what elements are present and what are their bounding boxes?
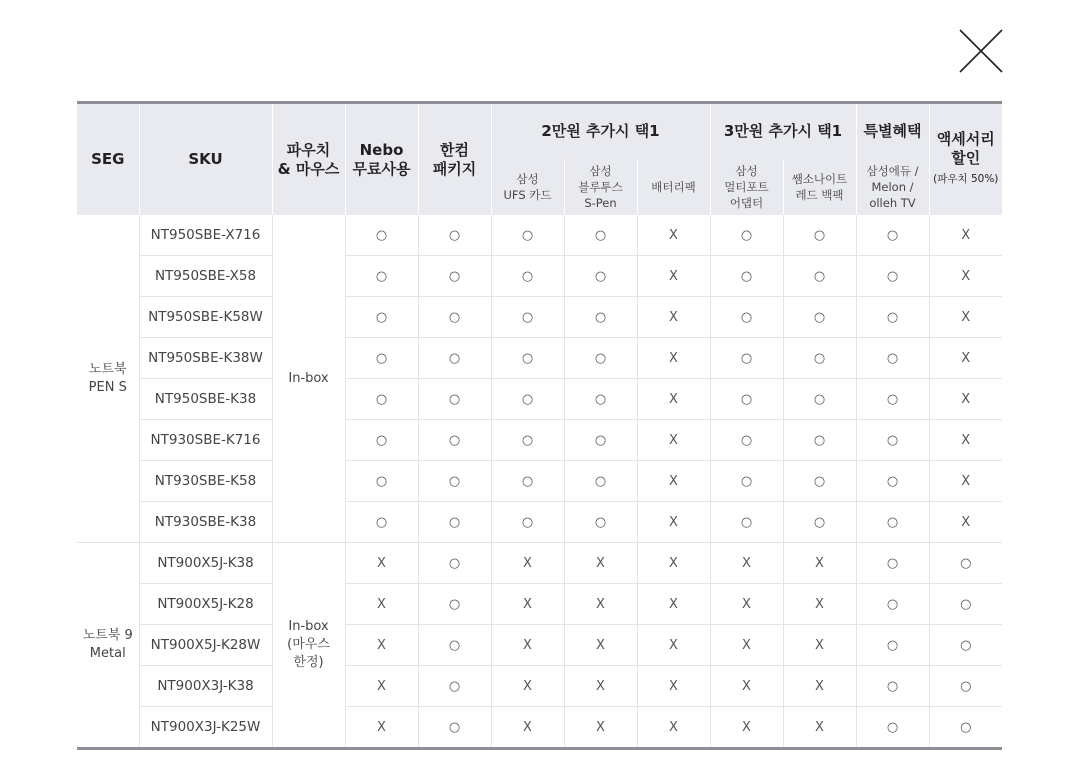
- header-multiport-line1: 삼성: [735, 164, 758, 178]
- benefit-mark-cell: X: [710, 707, 783, 749]
- benefit-mark-cell: ○: [418, 666, 491, 707]
- benefit-mark-cell: X: [929, 215, 1002, 256]
- benefit-mark-cell: ○: [564, 215, 637, 256]
- close-button[interactable]: [958, 28, 1004, 74]
- header-multiport-line2: 멀티포트: [724, 180, 769, 194]
- header-samsonite: [783, 159, 856, 215]
- header-samsonite-line2: 레드 백팩: [795, 188, 844, 202]
- benefit-mark-cell: ○: [783, 215, 856, 256]
- table-row: [77, 625, 1002, 666]
- benefit-mark-cell: ○: [418, 297, 491, 338]
- header-acc-line3: (파우치 50%): [933, 173, 999, 185]
- benefit-mark-cell: ○: [856, 666, 929, 707]
- benefit-mark-cell: ○: [345, 297, 418, 338]
- benefit-mark-cell: ○: [783, 379, 856, 420]
- benefit-mark-cell: ○: [345, 420, 418, 461]
- benefit-mark-cell: ○: [418, 215, 491, 256]
- benefit-mark-cell: ○: [418, 625, 491, 666]
- benefit-mark-cell: X: [637, 543, 710, 584]
- benefit-mark-cell: ○: [491, 338, 564, 379]
- segment-line1: 노트북 9: [82, 628, 133, 643]
- sku-cell: NT930SBE-K716: [139, 420, 272, 461]
- benefits-table: [77, 101, 1002, 750]
- benefit-mark-cell: ○: [564, 338, 637, 379]
- benefit-mark-cell: X: [345, 666, 418, 707]
- benefit-mark-cell: ○: [491, 420, 564, 461]
- benefit-mark-cell: X: [783, 625, 856, 666]
- header-edu-melon-olleh: [856, 159, 929, 215]
- benefit-mark-cell: X: [491, 625, 564, 666]
- benefit-mark-cell: ○: [564, 461, 637, 502]
- benefit-mark-cell: X: [637, 502, 710, 543]
- benefit-mark-cell: X: [637, 379, 710, 420]
- header-spen: [564, 159, 637, 215]
- benefit-mark-cell: X: [491, 666, 564, 707]
- sku-cell: NT930SBE-K38: [139, 502, 272, 543]
- benefit-mark-cell: X: [637, 215, 710, 256]
- benefit-mark-cell: X: [345, 543, 418, 584]
- sku-cell: NT900X3J-K38: [139, 666, 272, 707]
- table-row: [77, 256, 1002, 297]
- benefit-mark-cell: ○: [856, 502, 929, 543]
- sku-cell: NT900X5J-K28W: [139, 625, 272, 666]
- benefit-mark-cell: ○: [783, 297, 856, 338]
- benefit-mark-cell: ○: [345, 461, 418, 502]
- pouch-line3: 한정): [293, 655, 324, 670]
- benefit-mark-cell: ○: [418, 584, 491, 625]
- header-hancom: [418, 103, 491, 216]
- segment-cell: [77, 215, 139, 543]
- benefit-mark-cell: X: [929, 420, 1002, 461]
- header-edu-line2: Melon /: [871, 180, 914, 194]
- header-sku: SKU: [139, 103, 272, 216]
- benefit-mark-cell: ○: [783, 461, 856, 502]
- benefit-mark-cell: X: [637, 461, 710, 502]
- sku-cell: NT950SBE-X716: [139, 215, 272, 256]
- sku-cell: NT950SBE-K58W: [139, 297, 272, 338]
- benefit-mark-cell: X: [637, 297, 710, 338]
- table-row: [77, 502, 1002, 543]
- benefit-mark-cell: ○: [856, 256, 929, 297]
- benefit-mark-cell: ○: [418, 461, 491, 502]
- benefit-mark-cell: ○: [418, 707, 491, 749]
- header-pouch-mouse: [272, 103, 345, 216]
- table-row: [77, 543, 1002, 584]
- sku-cell: NT950SBE-K38W: [139, 338, 272, 379]
- table-row: [77, 461, 1002, 502]
- benefit-mark-cell: ○: [710, 256, 783, 297]
- benefit-mark-cell: X: [637, 625, 710, 666]
- header-spen-line2: 블루투스: [578, 180, 623, 194]
- benefit-mark-cell: ○: [345, 215, 418, 256]
- header-samsonite-line1: 쌤소나이트: [791, 172, 848, 186]
- benefit-mark-cell: ○: [856, 379, 929, 420]
- table-row: [77, 666, 1002, 707]
- header-acc-line1: 액세서리: [936, 130, 995, 148]
- header-multiport: [710, 159, 783, 215]
- benefit-mark-cell: ○: [783, 420, 856, 461]
- header-nebo: [345, 103, 418, 216]
- header-ufs-card: [491, 159, 564, 215]
- benefit-mark-cell: ○: [929, 584, 1002, 625]
- benefit-mark-cell: ○: [710, 338, 783, 379]
- header-multiport-line3: 어댑터: [729, 196, 764, 210]
- benefit-mark-cell: ○: [564, 379, 637, 420]
- benefit-mark-cell: ○: [491, 502, 564, 543]
- header-acc-line2: 할인: [951, 149, 981, 167]
- header-special: 특별혜택: [856, 103, 929, 160]
- benefit-mark-cell: X: [929, 338, 1002, 379]
- header-nebo-line1: Nebo: [359, 140, 404, 159]
- benefit-mark-cell: X: [783, 666, 856, 707]
- benefit-mark-cell: ○: [418, 256, 491, 297]
- benefit-mark-cell: ○: [491, 256, 564, 297]
- benefit-mark-cell: X: [710, 625, 783, 666]
- segment-line2: PEN S: [88, 379, 127, 395]
- benefit-mark-cell: ○: [856, 707, 929, 749]
- header-pouch-line1: 파우치: [286, 140, 331, 159]
- benefit-mark-cell: X: [637, 666, 710, 707]
- sku-cell: NT950SBE-K38: [139, 379, 272, 420]
- benefit-mark-cell: X: [491, 707, 564, 749]
- pouch-line2: (마우스: [287, 637, 330, 652]
- benefit-mark-cell: ○: [856, 625, 929, 666]
- benefit-mark-cell: X: [710, 666, 783, 707]
- benefit-mark-cell: ○: [345, 379, 418, 420]
- benefit-mark-cell: ○: [856, 584, 929, 625]
- benefit-mark-cell: X: [345, 707, 418, 749]
- benefit-mark-cell: X: [929, 461, 1002, 502]
- close-icon: [958, 28, 1004, 74]
- benefit-mark-cell: ○: [929, 543, 1002, 584]
- benefit-mark-cell: ○: [710, 461, 783, 502]
- benefit-mark-cell: X: [710, 543, 783, 584]
- pouch-line1: In-box: [288, 619, 329, 634]
- benefit-mark-cell: X: [491, 543, 564, 584]
- benefit-mark-cell: X: [491, 584, 564, 625]
- header-hancom-line1: 한컴: [440, 140, 469, 159]
- benefit-mark-cell: ○: [345, 502, 418, 543]
- benefit-mark-cell: ○: [856, 338, 929, 379]
- benefit-mark-cell: ○: [564, 502, 637, 543]
- benefit-mark-cell: ○: [418, 420, 491, 461]
- pouch-mouse-cell: [272, 543, 345, 749]
- benefit-mark-cell: ○: [710, 297, 783, 338]
- segment-cell: [77, 543, 139, 749]
- header-group-3man: 3만원 추가시 택1: [710, 103, 856, 160]
- sku-cell: NT900X5J-K38: [139, 543, 272, 584]
- benefit-mark-cell: ○: [856, 215, 929, 256]
- benefit-mark-cell: ○: [710, 215, 783, 256]
- benefit-mark-cell: X: [564, 584, 637, 625]
- pouch-mouse-cell: [272, 215, 345, 543]
- header-spen-line1: 삼성: [589, 164, 612, 178]
- sku-cell: NT900X3J-K25W: [139, 707, 272, 749]
- sku-cell: NT930SBE-K58: [139, 461, 272, 502]
- header-ufs-line2: UFS 카드: [503, 188, 552, 202]
- benefit-mark-cell: X: [710, 584, 783, 625]
- benefit-mark-cell: ○: [345, 338, 418, 379]
- benefit-mark-cell: X: [637, 707, 710, 749]
- benefit-mark-cell: X: [345, 625, 418, 666]
- header-pouch-line2: & 마우스: [277, 159, 340, 178]
- benefit-mark-cell: ○: [929, 707, 1002, 749]
- benefit-mark-cell: X: [564, 707, 637, 749]
- table-body: [77, 215, 1002, 749]
- benefit-mark-cell: X: [783, 584, 856, 625]
- benefit-mark-cell: ○: [856, 420, 929, 461]
- benefit-mark-cell: X: [929, 256, 1002, 297]
- benefit-mark-cell: X: [783, 707, 856, 749]
- header-edu-line1: 삼성에듀 /: [866, 164, 919, 178]
- benefit-mark-cell: ○: [564, 297, 637, 338]
- benefit-mark-cell: ○: [856, 543, 929, 584]
- benefit-mark-cell: ○: [783, 338, 856, 379]
- header-spen-line3: S-Pen: [584, 196, 617, 210]
- benefit-mark-cell: X: [564, 666, 637, 707]
- benefit-mark-cell: ○: [929, 666, 1002, 707]
- header-battery: 배터리팩: [637, 159, 710, 215]
- benefit-mark-cell: X: [637, 338, 710, 379]
- benefit-mark-cell: X: [637, 256, 710, 297]
- header-hancom-line2: 패키지: [432, 159, 477, 178]
- table-header: [77, 103, 1002, 216]
- benefit-mark-cell: X: [637, 420, 710, 461]
- benefit-mark-cell: ○: [345, 256, 418, 297]
- benefit-mark-cell: ○: [418, 338, 491, 379]
- table-row: [77, 215, 1002, 256]
- benefit-mark-cell: X: [564, 625, 637, 666]
- benefit-mark-cell: X: [929, 297, 1002, 338]
- segment-line1: 노트북: [88, 361, 127, 377]
- header-seg: SEG: [77, 103, 139, 216]
- benefit-mark-cell: ○: [564, 256, 637, 297]
- benefit-mark-cell: ○: [710, 420, 783, 461]
- benefit-mark-cell: X: [564, 543, 637, 584]
- benefit-mark-cell: ○: [564, 420, 637, 461]
- benefit-mark-cell: X: [929, 379, 1002, 420]
- benefit-mark-cell: ○: [783, 502, 856, 543]
- header-ufs-line1: 삼성: [516, 172, 539, 186]
- table-row: [77, 338, 1002, 379]
- table-row: [77, 297, 1002, 338]
- benefit-mark-cell: ○: [783, 256, 856, 297]
- table-row: [77, 379, 1002, 420]
- benefit-mark-cell: ○: [856, 461, 929, 502]
- benefit-mark-cell: X: [783, 543, 856, 584]
- benefit-mark-cell: ○: [418, 379, 491, 420]
- sku-cell: NT900X5J-K28: [139, 584, 272, 625]
- benefit-mark-cell: X: [345, 584, 418, 625]
- benefit-mark-cell: ○: [418, 502, 491, 543]
- benefit-mark-cell: X: [637, 584, 710, 625]
- benefit-mark-cell: ○: [710, 502, 783, 543]
- benefit-mark-cell: ○: [710, 379, 783, 420]
- benefit-mark-cell: X: [929, 502, 1002, 543]
- benefit-mark-cell: ○: [491, 461, 564, 502]
- table-row: [77, 707, 1002, 749]
- benefit-mark-cell: ○: [418, 543, 491, 584]
- table-row: [77, 584, 1002, 625]
- segment-line2: Metal: [89, 646, 126, 661]
- benefit-mark-cell: ○: [856, 297, 929, 338]
- benefit-mark-cell: ○: [491, 215, 564, 256]
- sku-cell: NT950SBE-X58: [139, 256, 272, 297]
- pouch-line1: In-box: [288, 370, 329, 386]
- benefit-mark-cell: ○: [929, 625, 1002, 666]
- header-edu-line3: olleh TV: [869, 196, 916, 210]
- header-nebo-line2: 무료사용: [352, 159, 411, 178]
- header-group-2man: 2만원 추가시 택1: [491, 103, 710, 160]
- header-accessory-discount: [929, 103, 1002, 216]
- benefit-mark-cell: ○: [491, 297, 564, 338]
- benefit-mark-cell: ○: [491, 379, 564, 420]
- table-row: [77, 420, 1002, 461]
